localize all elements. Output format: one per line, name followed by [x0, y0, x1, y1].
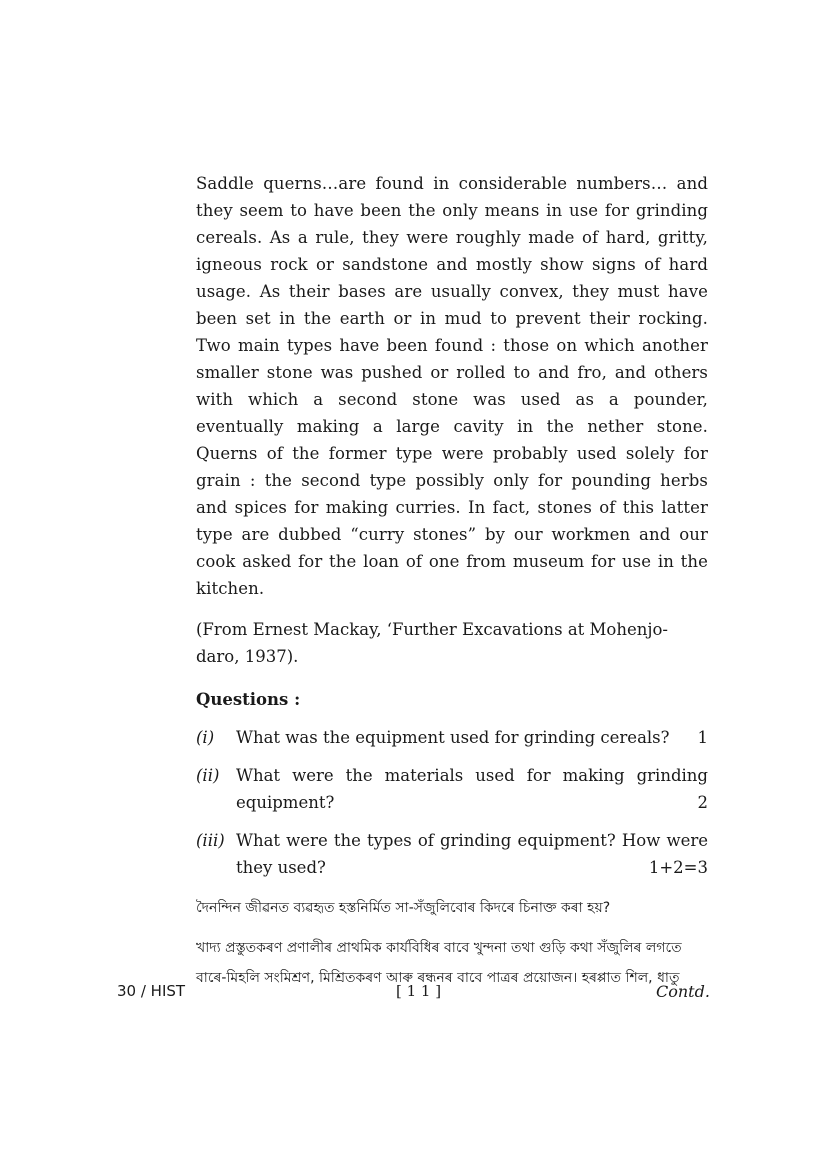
assamese-answer: খাদ্য প্ৰস্তুতকৰণ প্ৰণালীৰ প্ৰাথমিক কাৰ্যবিধিৰ বাবে খুন্দনা তথা গুড়ি কথা সঁজুলিৰ লগতে বাৰে-মিহলি সংমিশ্ৰণ, মিশ্ৰিতকৰণ আৰু ৰন্ধনৰ বাবে পাত্ৰৰ প্ৰয়োজন। হৰপ্পাত শিল, ধাতু	[196, 940, 682, 986]
question-marks: 2	[697, 793, 708, 812]
question-text: What were the types of grinding equipment? How were they used?	[236, 831, 708, 877]
question-item	[196, 827, 708, 881]
assamese-question: দৈনন্দিন জীৱনত ব্যৱহৃত হস্তনিৰ্মিত সা-সঁজুলিবোৰ কিদৰে চিনাক্ত কৰা হয়?	[196, 900, 611, 916]
question-text: What was the equipment used for grinding cereals?	[236, 728, 670, 747]
question-marks: 1+2=3	[648, 858, 708, 877]
footer-subject-code: 30 / HIST	[117, 982, 186, 1000]
question-number: (ii)	[196, 766, 220, 785]
question-number: (i)	[196, 728, 215, 747]
footer-page-number: [ 1 1 ]	[396, 982, 442, 1000]
question-number: (iii)	[196, 831, 225, 850]
question-body	[236, 724, 708, 751]
passage-source: (From Ernest Mackay, ‘Further Excavations at Mohenjo-daro, 1937).	[196, 620, 669, 666]
question-item	[196, 762, 708, 816]
question-item	[196, 724, 708, 751]
question-text: What were the materials used for making grinding equipment?	[236, 766, 708, 812]
question-body	[236, 827, 708, 881]
footer-contd: Contd.	[656, 982, 710, 1001]
page-content	[196, 170, 708, 993]
question-body	[236, 762, 708, 816]
questions-heading: Questions :	[196, 690, 301, 709]
question-marks: 1	[697, 728, 708, 747]
passage-text: Saddle querns…are found in considerable numbers… and they seem to have been the only means in use for grinding cereals. As a rule, they were roughly made of hard, gritty, igneous rock or sandstone and mostly show signs of hard usage. As their bases are usually convex, they must have been set in the earth or in mud to prevent their rocking. Two main types have been found : those on which another smaller stone was pushed or rolled to and fro, and others with which a second stone was used as a pounder, eventually making a large cavity in the nether stone. Querns of the former type were probably used solely for grain : the second type possibly only for pounding herbs and spices for making curries. In fact, stones of this latter type are dubbed “curry stones” by our workmen and our cook asked for the loan of one from museum for use in the kitchen.	[196, 174, 708, 598]
